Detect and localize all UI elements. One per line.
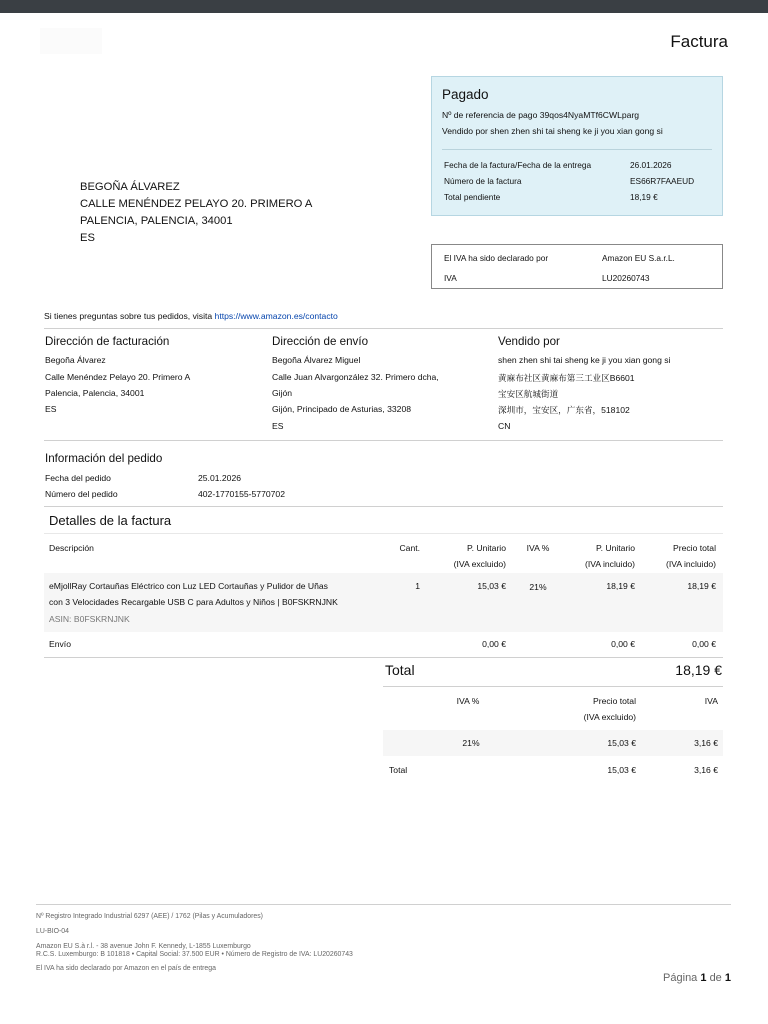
col-unit-price-excl: P. Unitario (466, 543, 506, 553)
col-total: Precio total (673, 543, 716, 553)
billing-title: Dirección de facturación (45, 335, 170, 348)
shipping-title: Dirección de envío (272, 335, 369, 348)
logo-placeholder (40, 28, 102, 54)
contact-text: Si tienes preguntas sobre tus pedidos, visita (44, 311, 213, 321)
summary-total-label: Total (389, 765, 408, 775)
footer-rcs: R.C.S. Luxemburgo: B 101818 • Capital Social: 37.500 EUR • Número de Registro de IVA: LU20260743 (36, 951, 353, 958)
summary-total: 15,03 € (607, 738, 636, 748)
divider (442, 149, 712, 150)
seller-line: 黄麻布社区黄麻布第三工业区B6601 (498, 373, 635, 383)
divider (44, 440, 723, 441)
billing-line: Palencia, Palencia, 34001 (45, 388, 145, 398)
shipping-line: Calle Juan Alvargonzález 32. Primero dcha, (272, 372, 439, 382)
order-number-value: 402-1770155-5770702 (198, 489, 285, 499)
shipping-line: Gijón, Principado de Asturias, 33208 (272, 404, 412, 414)
page-number (600, 972, 731, 984)
seller-line: CN (498, 421, 511, 431)
item-total: 18,19 € (687, 581, 716, 591)
divider (44, 328, 723, 329)
grand-total-value: 18,19 € (675, 662, 722, 678)
footer-code: LU-BIO-04 (36, 928, 69, 935)
vat-declaration-box (431, 244, 723, 289)
payment-reference: Nº de referencia de pago 39qos4NyaMTf6CWLparg (442, 110, 640, 120)
customer-address-line: BEGOÑA ÁLVAREZ (80, 181, 180, 193)
item-unit-price-incl: 18,19 € (606, 581, 635, 591)
item-unit-price-excl: 15,03 € (477, 581, 506, 591)
invoice-title: Factura (670, 32, 728, 51)
amount-due-value: 18,19 € (630, 192, 658, 202)
item-asin: ASIN: B0FSKRNJNK (49, 614, 130, 624)
summary-col-total-sub: (IVA excluido) (583, 712, 636, 722)
shipping-total: 0,00 € (692, 639, 716, 649)
invoice-date-value: 26.01.2026 (630, 160, 672, 170)
summary-vat: 21% (462, 738, 480, 748)
order-date-value: 25.01.2026 (198, 473, 242, 483)
shipping-unit-excl: 0,00 € (482, 639, 506, 649)
vat-number-value: LU20260743 (602, 273, 650, 283)
summary-col-total: Precio total (593, 696, 636, 706)
invoice-number-label: Número de la factura (444, 176, 522, 186)
footer-divider (36, 904, 731, 905)
summary-total-iva: 3,16 € (694, 765, 718, 775)
seller-line: 深圳市，宝安区，广东省，518102 (498, 405, 630, 415)
item-description: con 3 Velocidades Recargable USB C para Adultos y Niños | B0FSKRNJNK (49, 597, 338, 607)
customer-address-line: PALENCIA, PALENCIA, 34001 (80, 215, 233, 227)
order-info-title: Información del pedido (45, 452, 163, 465)
order-number-label: Número del pedido (45, 489, 118, 499)
item-vat: 21% (529, 582, 547, 592)
divider (44, 533, 723, 534)
contact-link[interactable]: https://www.amazon.es/contacto (214, 311, 338, 321)
divider (44, 657, 723, 658)
shipping-line: Gijón (272, 388, 293, 398)
vat-declared-value: Amazon EU S.a.r.L. (602, 253, 675, 263)
col-description: Descripción (49, 543, 94, 553)
billing-line: Begoña Álvarez (45, 355, 106, 365)
col-quantity: Cant. (399, 543, 420, 553)
billing-line: Calle Menéndez Pelayo 20. Primero A (45, 372, 191, 382)
shipping-line: ES (272, 421, 284, 431)
footer-vat-note: El IVA ha sido declarado por Amazon en el país de entrega (36, 965, 216, 972)
billing-line: ES (45, 404, 57, 414)
seller-line: shen zhen shi tai sheng ke ji you xian gong si (498, 355, 671, 365)
invoice-date-label: Fecha de la factura/Fecha de la entrega (444, 160, 592, 170)
col-unit-price-incl: P. Unitario (595, 543, 635, 553)
viewer-top-bar (0, 0, 768, 13)
invoice-number-value: ES66R7FAAEUD (630, 176, 695, 186)
contact-line (44, 311, 338, 321)
footer-company: Amazon EU S.à r.l. - 38 avenue John F. Kennedy, L-1855 Luxemburgo (36, 943, 251, 950)
page-prefix: Página (663, 972, 698, 984)
customer-address-line: CALLE MENÉNDEZ PELAYO 20. PRIMERO A (80, 198, 313, 210)
col-vat: IVA % (526, 543, 550, 553)
invoice-details-title: Detalles de la factura (49, 513, 172, 528)
summary-total-value: 15,03 € (607, 765, 636, 775)
col-total-sub: (IVA incluido) (666, 559, 716, 569)
divider (383, 686, 723, 687)
payment-status-box (431, 76, 723, 216)
grand-total-label: Total (385, 662, 415, 678)
footer-registry: Nº Registro Integrado Industrial 6297 (AEE) / 1762 (Pilas y Acumuladores) (36, 913, 263, 920)
summary-col-vat: IVA % (456, 696, 480, 706)
col-unit-price-excl-sub: (IVA excluido) (453, 559, 506, 569)
seller-line: 宝安区航城街道 (498, 389, 559, 399)
seller-title: Vendido por (498, 335, 560, 348)
item-description: eMjollRay Cortauñas Eléctrico con Luz LED Cortauñas y Pulidor de Uñas (49, 581, 328, 591)
amount-due-label: Total pendiente (444, 192, 501, 202)
payment-status: Pagado (442, 87, 489, 102)
vat-declared-label: El IVA ha sido declarado por (444, 253, 549, 263)
customer-address-line: ES (80, 232, 95, 244)
item-quantity: 1 (415, 581, 420, 591)
page-total: 1 (724, 972, 731, 984)
summary-col-iva: IVA (704, 696, 718, 706)
summary-iva: 3,16 € (694, 738, 718, 748)
page-current: 1 (700, 972, 707, 984)
order-date-label: Fecha del pedido (45, 473, 111, 483)
shipping-unit-incl: 0,00 € (611, 639, 635, 649)
payment-sold-by: Vendido por shen zhen shi tai sheng ke ji you xian gong si (442, 126, 663, 136)
shipping-row-label: Envío (49, 639, 71, 649)
vat-number-label: IVA (444, 273, 457, 283)
col-unit-price-incl-sub: (IVA incluido) (585, 559, 635, 569)
shipping-line: Begoña Álvarez Miguel (272, 355, 361, 365)
divider (44, 506, 723, 507)
page-mid: de (709, 972, 722, 984)
